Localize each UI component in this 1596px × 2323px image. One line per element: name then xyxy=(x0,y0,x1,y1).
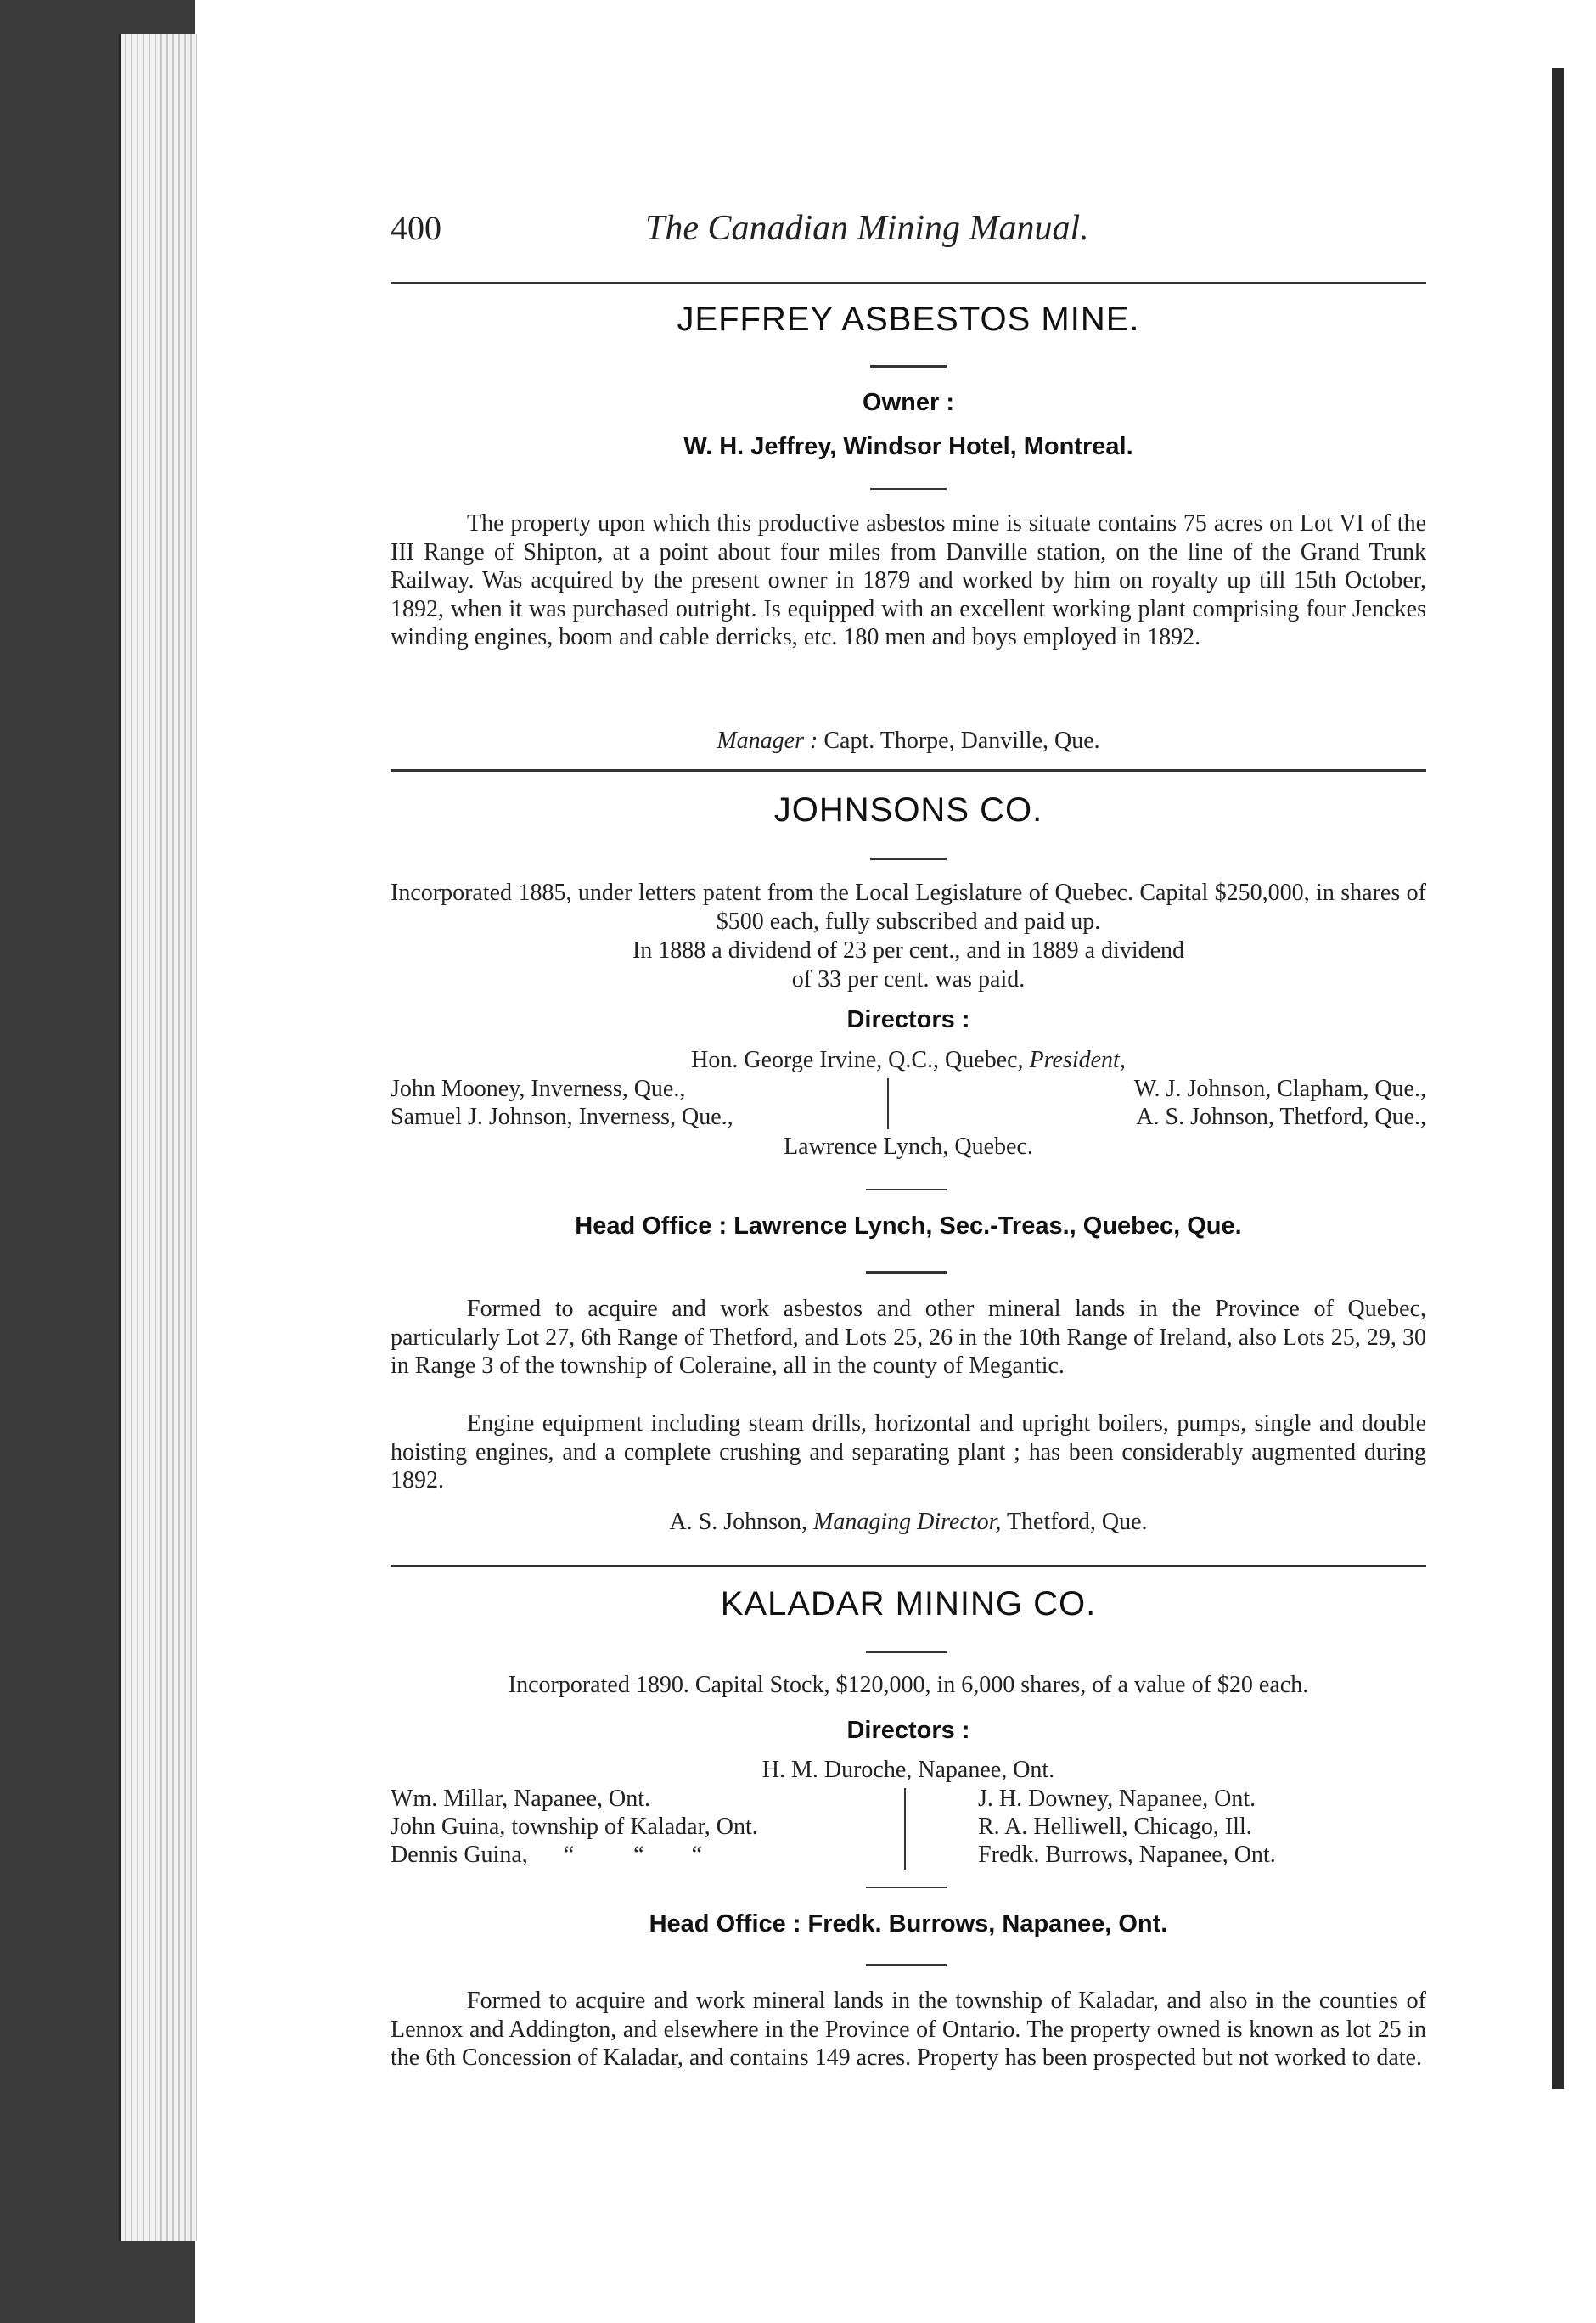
kaladar-incorporated: Incorporated 1890. Capital Stock, $120,000, in 6,000 shares, of a value of $20 each. xyxy=(508,1672,1309,1698)
johnsons-managing-director xyxy=(391,1508,1426,1537)
divider xyxy=(866,1189,947,1190)
page-number: 400 xyxy=(391,209,441,247)
header-rule xyxy=(391,282,1426,284)
johnsons-directors-label: Directors : xyxy=(846,1006,970,1033)
md-title: Managing Director, xyxy=(813,1509,1002,1535)
jeffrey-description: The property upon which this productive asbestos mine is situate contains 75 acres on Lot VI of the III Range of Shipton, at a point about four miles from Danville station, on the line of the Grand Trunk Railway. Was acquired by the present owner in 1879 and worked by him on royalty up till 15th October, 1892, when it was purchased outright. Is equipped with an excellent working plant comprising four Jenckes winding engines, boom and cable derricks, etc. 180 men and boys employed in 1892. xyxy=(391,510,1426,650)
owner-name: W. H. Jeffrey, Windsor Hotel, Montreal. xyxy=(683,433,1133,460)
president-title: President, xyxy=(1029,1047,1126,1073)
directors-left-column xyxy=(391,1075,733,1131)
kaladar-directors-list xyxy=(391,1785,1426,1870)
head-office-label: Head Office : xyxy=(649,1910,801,1938)
kaladar-director-top: H. M. Duroche, Napanee, Ont. xyxy=(761,1757,1055,1783)
running-title: The Canadian Mining Manual. xyxy=(645,209,1089,248)
divider xyxy=(870,858,947,860)
divider xyxy=(866,1887,947,1888)
column-divider xyxy=(904,1788,906,1870)
directors-right-column xyxy=(978,1785,1276,1869)
jeffrey-manager xyxy=(391,727,1426,756)
director: R. A. Helliwell, Chicago, Ill. xyxy=(978,1814,1252,1840)
director: Fredk. Burrows, Napanee, Ont. xyxy=(978,1842,1276,1868)
owner-label: Owner : xyxy=(863,389,954,416)
section-rule xyxy=(391,769,1426,772)
johnsons-directors-list xyxy=(391,1075,1426,1131)
kaladar-head-office xyxy=(391,1910,1426,1938)
johnsons-incorporated: Incorporated 1885, under letters patent from the Local Legislature of Quebec. Capital $250,000, in shares of $500 each, fully subscribed and paid up. xyxy=(391,880,1426,935)
md-name: A. S. Johnson, xyxy=(669,1509,808,1535)
director: John Mooney, Inverness, Que., xyxy=(391,1076,686,1102)
divider xyxy=(870,488,947,490)
director: Wm. Millar, Napanee, Ont. xyxy=(391,1786,651,1812)
director: John Guina, township of Kaladar, Ont. xyxy=(391,1814,758,1840)
director: J. H. Downey, Napanee, Ont. xyxy=(978,1786,1256,1812)
johnsons-director-last: Lawrence Lynch, Quebec. xyxy=(784,1133,1033,1160)
page-stack-edge xyxy=(119,34,201,2241)
directors-right-column xyxy=(1134,1075,1426,1131)
divider xyxy=(866,1271,947,1274)
divider xyxy=(866,1964,947,1966)
directors-left-column xyxy=(391,1785,758,1869)
director: A. S. Johnson, Thetford, Que., xyxy=(1136,1104,1426,1130)
column-divider xyxy=(887,1078,889,1129)
divider xyxy=(866,1651,947,1653)
manager-label: Manager : xyxy=(717,728,818,754)
director: W. J. Johnson, Clapham, Que., xyxy=(1133,1076,1426,1102)
divider xyxy=(870,365,947,368)
johnsons-president xyxy=(391,1046,1426,1075)
johnsons-dividend-2: of 33 per cent. was paid. xyxy=(791,966,1026,993)
head-office-value: Fredk. Burrows, Napanee, Ont. xyxy=(807,1910,1168,1938)
johnsons-description-1: Formed to acquire and work asbestos and other mineral lands in the Province of Quebec, particularly Lot 27, 6th Range of Thetford, and Lots 25, 26 in the 10th Range of Ireland, also Lots 25, 29, 30 in Range 3 of the township of Coleraine, all in the county of Megantic. xyxy=(391,1296,1426,1379)
section-title-kaladar: KALADAR MINING CO. xyxy=(720,1585,1097,1623)
johnsons-head-office xyxy=(391,1212,1426,1240)
president-name: Hon. George Irvine, Q.C., Quebec, xyxy=(691,1047,1024,1073)
section-title-jeffrey: JEFFREY ASBESTOS MINE. xyxy=(677,301,1140,338)
kaladar-description: Formed to acquire and work mineral lands in the township of Kaladar, and also in the counties of Lennox and Addington, and elsewhere in the Province of Ontario. The property owned is known as lot 25 in the 6th Concession of Kaladar, and contains 149 acres. Property has been prospected but not worked to date. xyxy=(391,1988,1426,2071)
head-office-value: Lawrence Lynch, Sec.-Treas., Quebec, Que. xyxy=(733,1212,1242,1240)
section-title-johnsons: JOHNSONS CO. xyxy=(773,791,1043,829)
kaladar-directors-label: Directors : xyxy=(846,1717,970,1744)
director: Samuel J. Johnson, Inverness, Que., xyxy=(391,1104,733,1130)
page-header xyxy=(391,208,1426,259)
johnsons-dividend-1: In 1888 a dividend of 23 per cent., and in 1889 a dividend xyxy=(632,937,1185,964)
director: Dennis Guina, “ “ “ xyxy=(391,1842,703,1868)
johnsons-description-2: Engine equipment including steam drills, horizontal and upright boilers, pumps, single and double hoisting engines, and a complete crushing and separating plant ; has been considerably augmented during 1892. xyxy=(391,1410,1426,1493)
manager-name: Capt. Thorpe, Danville, Que. xyxy=(823,728,1100,754)
section-rule xyxy=(391,1565,1426,1567)
right-page-edge xyxy=(1552,0,1596,2323)
md-place: Thetford, Que. xyxy=(1006,1509,1148,1535)
head-office-label: Head Office : xyxy=(575,1212,728,1240)
